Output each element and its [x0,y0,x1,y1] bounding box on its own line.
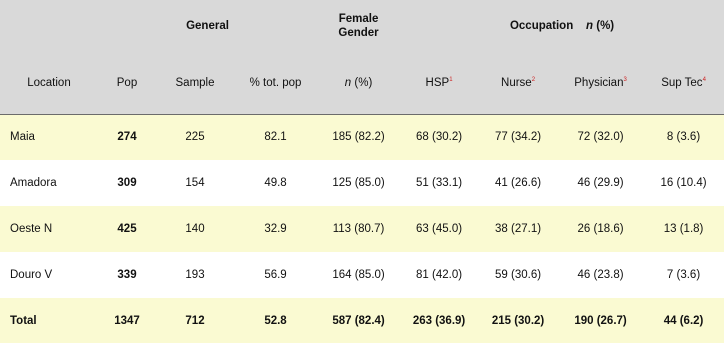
cell-pop: 274 [117,131,137,144]
table-row [0,206,724,252]
group-female-label-line2: Gender [338,27,379,39]
group-general-label: General [186,20,229,32]
col-sup-tec-label: Sup Tec [661,76,703,89]
cell-hsp: 81 (42.0) [416,269,463,281]
col-location [0,52,98,114]
cell-hsp: 68 (30.2) [416,131,463,144]
cell-hsp: 51 (33.1) [416,177,463,189]
col-hsp-footnote: 1 [449,76,453,83]
cell-physician: 46 (29.9) [577,177,624,189]
col-hsp-label: HSP [425,76,450,89]
col-n-label: n [344,76,352,89]
group-female-gender [317,0,400,52]
col-sample [156,52,234,114]
col-physician [558,52,643,114]
col-location-label: Location [27,76,71,89]
col-sample-label: Sample [175,76,215,89]
group-occupation-unit-n: n [586,20,594,32]
cell-sample: 154 [185,177,205,189]
table-row-total [0,298,724,343]
cell-female: 587 (82.4) [332,314,385,327]
col-n-pct-label: (%) [351,76,373,89]
table-row [0,252,724,298]
cell-sup-tec: 13 (1.8) [663,223,704,235]
cell-hsp: 63 (45.0) [416,223,463,235]
cell-physician: 46 (23.8) [577,269,624,281]
cell-female: 164 (85.0) [332,269,385,281]
cell-location: Maia [10,131,35,144]
cell-pop: 1347 [114,314,140,327]
cell-pop: 425 [117,223,137,235]
cell-nurse: 38 (27.1) [495,223,542,235]
cell-sample: 225 [185,131,205,144]
group-occupation-label: Occupation [509,20,574,32]
col-physician-footnote: 3 [623,76,627,83]
cell-pct: 32.9 [264,223,287,235]
header-group-row [0,0,724,52]
table-header [0,0,724,114]
col-nurse-footnote: 2 [531,76,536,83]
cell-location: Oeste N [10,223,53,235]
cell-physician: 72 (32.0) [577,131,624,144]
header-column-row [0,52,724,114]
cell-pct: 49.8 [264,177,287,189]
cell-sample: 140 [185,223,205,235]
cell-sup-tec: 7 (3.6) [666,269,701,281]
header-empty-cell [0,0,98,52]
col-pct-tot-pop [234,52,317,114]
cell-pct: 82.1 [264,131,287,144]
col-hsp [400,52,478,114]
cell-pct: 56.9 [264,269,287,281]
cell-hsp: 263 (36.9) [412,314,466,327]
cell-physician: 26 (18.6) [577,223,624,235]
col-physician-label: Physician [574,76,624,89]
col-female-n [317,52,400,114]
cell-pop: 309 [117,177,137,189]
cell-pct: 52.8 [264,314,287,327]
table-row [0,160,724,206]
cell-nurse: 215 (30.2) [491,314,545,327]
cell-sup-tec: 44 (6.2) [663,314,704,327]
cell-female: 113 (80.7) [332,223,385,235]
group-female-label-line1: Female [338,13,379,25]
col-nurse [478,52,558,114]
col-pop [98,52,156,114]
col-sup-tec-footnote: 4 [702,76,706,83]
cell-sup-tec: 8 (3.6) [666,131,701,144]
group-occupation [400,0,724,52]
cell-location: Total [10,314,37,327]
cell-sup-tec: 16 (10.4) [660,177,707,189]
cell-female: 125 (85.0) [332,177,385,189]
cell-nurse: 77 (34.2) [495,131,542,144]
table-row [0,114,724,160]
cell-female: 185 (82.2) [332,131,385,144]
col-pop-label: Pop [116,76,138,89]
cell-sample: 193 [185,269,205,281]
cell-pop: 339 [117,269,137,281]
cell-location: Douro V [10,269,53,281]
cell-physician: 190 (26.7) [574,314,627,327]
cell-sample: 712 [185,314,205,327]
col-nurse-label: Nurse [501,76,532,89]
cell-nurse: 41 (26.6) [495,177,542,189]
col-sup-tec [643,52,724,114]
group-general [98,0,317,52]
cell-location: Amadora [10,177,57,189]
cell-nurse: 59 (30.6) [495,269,542,281]
table-body [0,114,724,343]
col-pct-label: % tot. pop [249,76,302,89]
group-occupation-unit-pct: (%) [593,20,615,32]
